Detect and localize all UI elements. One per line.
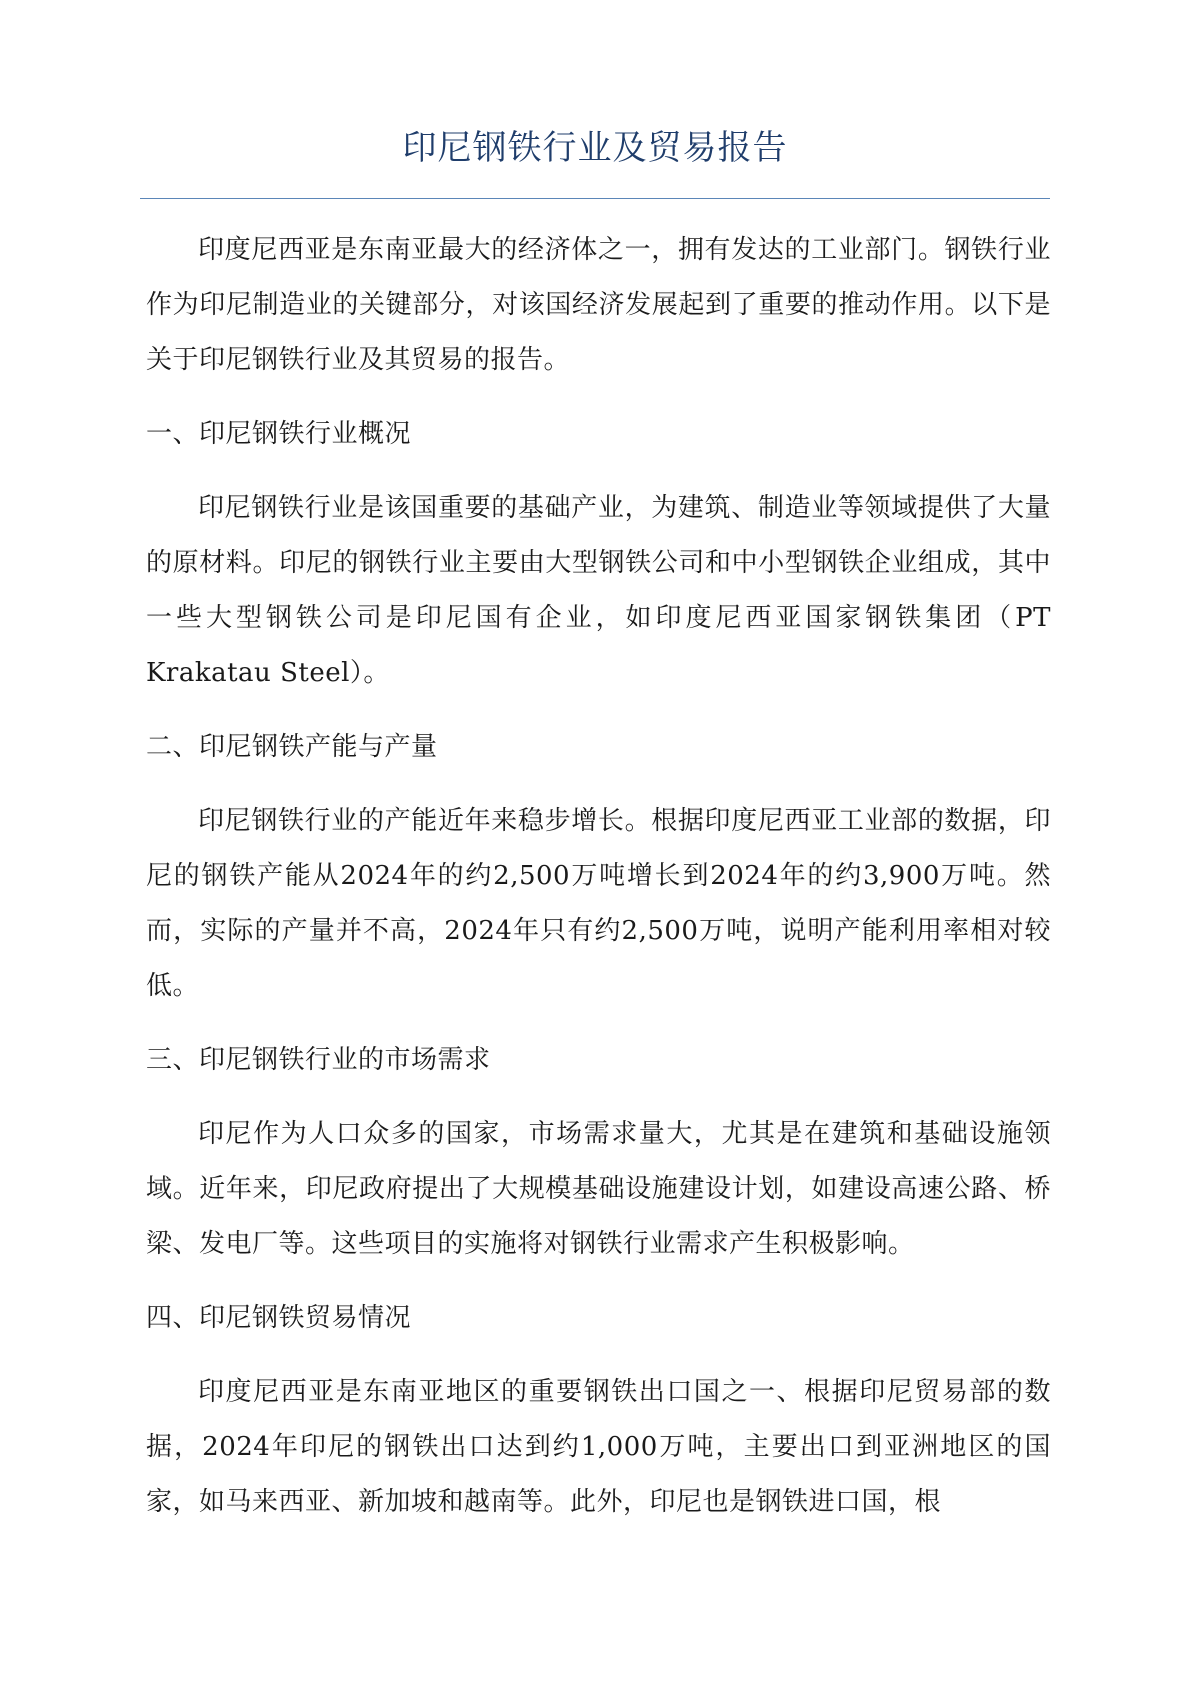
- section-heading-demand: 三、印尼钢铁行业的市场需求: [146, 1045, 491, 1075]
- section-body-overview: 印尼钢铁行业是该国重要的基础产业，为建筑、制造业等领域提供了大量的原材料。印尼的钢铁行业主要由大型钢铁公司和中小型钢铁企业组成，其中一些大型钢铁公司是印尼国有企业，如印度尼西亚国家钢铁集团（PT Krakatau Steel）。: [146, 493, 1051, 688]
- section-heading-trade: 四、印尼钢铁贸易情况: [146, 1303, 412, 1333]
- title-divider: [140, 198, 1050, 199]
- section-body-capacity: 印尼钢铁行业的产能近年来稳步增长。根据印度尼西亚工业部的数据，印尼的钢铁产能从2024年的约2,500万吨增长到2024年的约3,900万吨。然而，实际的产量并不高，2024年只有约2,500万吨，说明产能利用率相对较低。: [146, 806, 1051, 1001]
- section-body-trade: 印度尼西亚是东南亚地区的重要钢铁出口国之一、根据印尼贸易部的数据，2024年印尼的钢铁出口达到约1,000万吨，主要出口到亚洲地区的国家，如马来西亚、新加坡和越南等。此外，印尼也是钢铁进口国，根: [146, 1377, 1051, 1517]
- section-body-demand: 印尼作为人口众多的国家，市场需求量大，尤其是在建筑和基础设施领域。近年来，印尼政府提出了大规模基础设施建设计划，如建设高速公路、桥梁、发电厂等。这些项目的实施将对钢铁行业需求产生积极影响。: [146, 1119, 1051, 1259]
- section-heading-capacity: 二、印尼钢铁产能与产量: [146, 732, 438, 762]
- document-body: [146, 223, 1051, 1549]
- section-heading-overview: 一、印尼钢铁行业概况: [146, 419, 412, 449]
- intro-paragraph: 印度尼西亚是东南亚最大的经济体之一，拥有发达的工业部门。钢铁行业作为印尼制造业的关键部分，对该国经济发展起到了重要的推动作用。以下是关于印尼钢铁行业及其贸易的报告。: [146, 235, 1051, 375]
- document-title: 印尼钢铁行业及贸易报告: [402, 128, 788, 168]
